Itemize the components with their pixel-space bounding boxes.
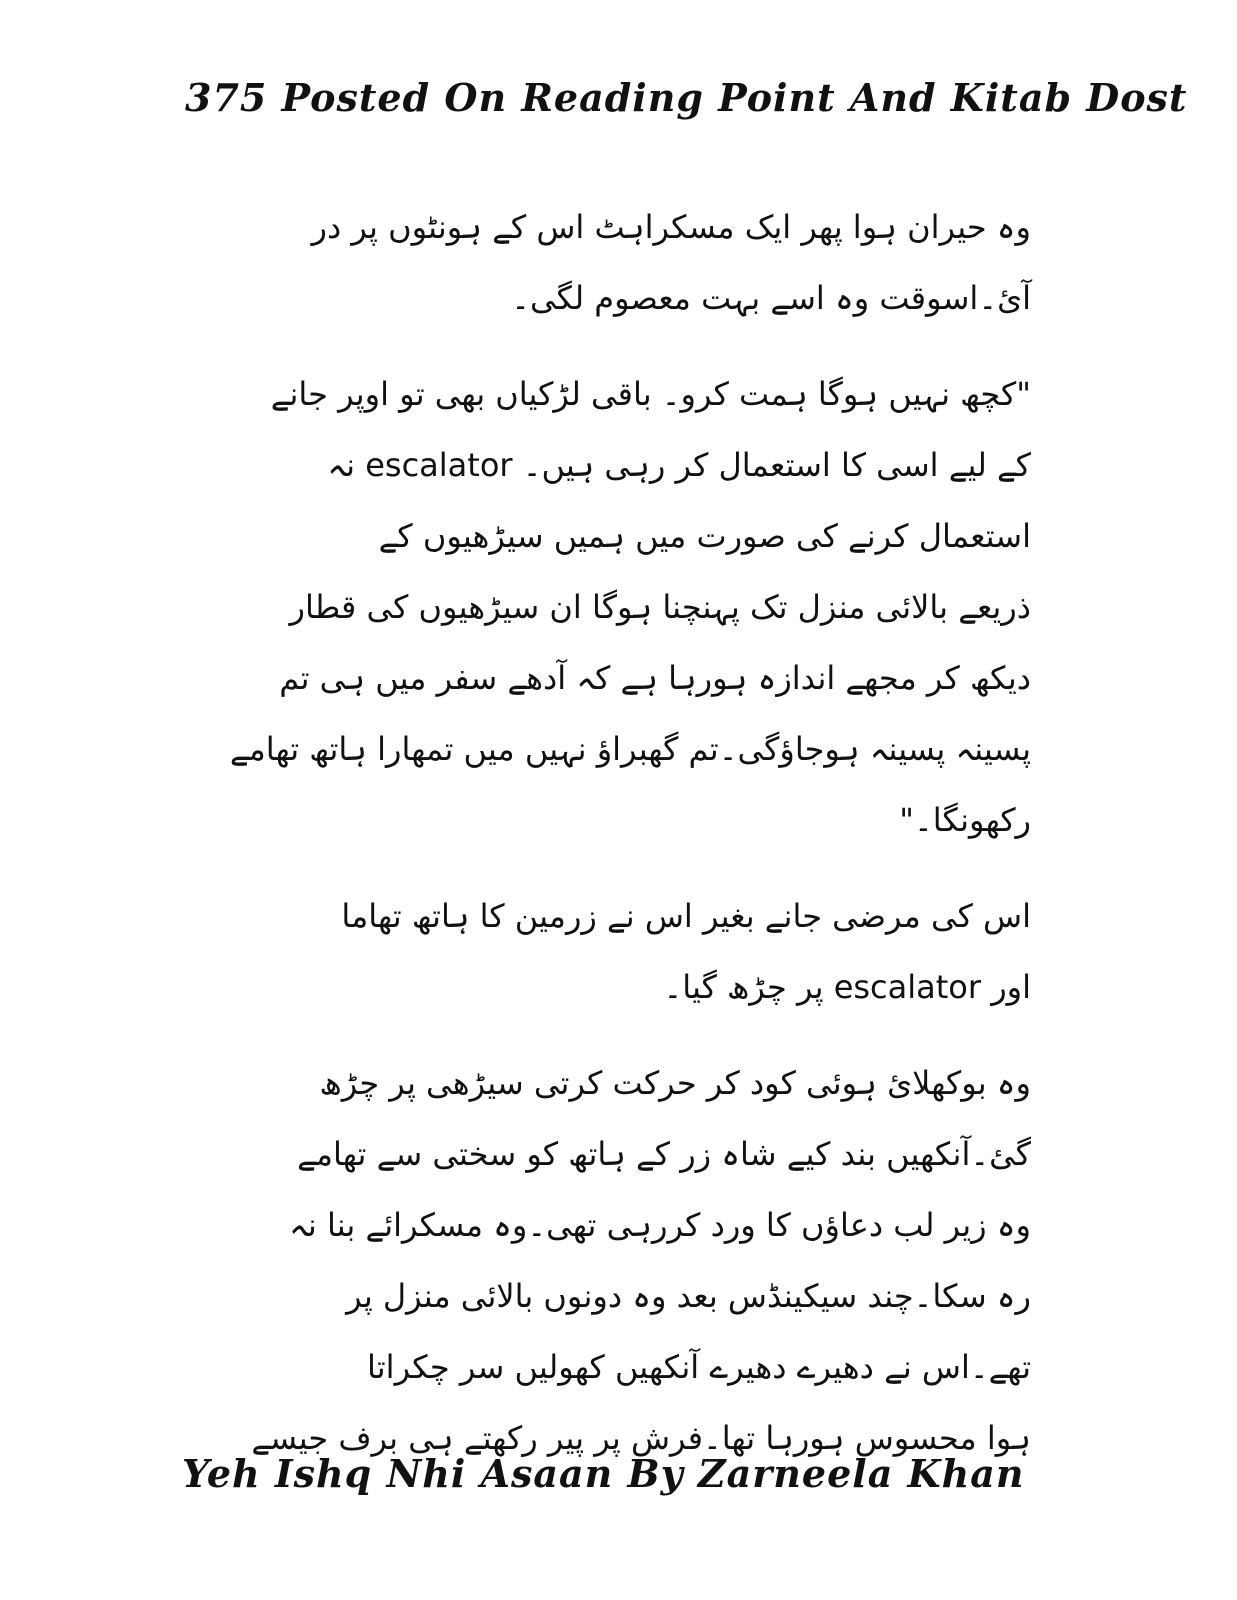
paragraph (185, 359, 1031, 856)
body-text (185, 192, 1031, 1499)
footer-title: Yeh Ishq Nhi Asaan By Zarneela Khan (182, 1451, 1025, 1496)
text-line: وہ زیر لب دعاؤں کا ورد کررہی تھی۔وہ مسکرائے بنا نہ (289, 1206, 1031, 1244)
text-line: وہ بوکھلائ ہوئی کود کر حرکت کرتی سیڑھی پر چڑھ (319, 1064, 1031, 1102)
header-title: 375 Posted On Reading Point And Kitab Dost (185, 75, 1188, 120)
text-line: اس کی مرضی جانے بغیر اس نے زرمین کا ہاتھ تھاما (341, 897, 1031, 935)
paragraph (185, 881, 1031, 1023)
text-line: پسینہ پسینہ ہوجاؤگی۔تم گھبراؤ نہیں میں تمھارا ہاتھ تھامے (229, 730, 1031, 768)
text-line: تھے۔اس نے دھیرے دھیرے آنکھیں کھولیں سر چکراتا (367, 1348, 1031, 1386)
text-line: وہ حیران ہوا پھر ایک مسکراہٹ اس کے ہونٹوں پر در (311, 208, 1031, 246)
text-line: کے لیے اسی کا استعمال کر رہی ہیں۔ escalator نہ (327, 446, 1031, 484)
text-line: ذریعے بالائی منزل تک پہنچنا ہوگا ان سیڑھیوں کی قطار (289, 588, 1031, 626)
text-line: رہ سکا۔چند سیکینڈس بعد وہ دونوں بالائی منزل پر (346, 1277, 1031, 1315)
text-line: ہوا محسوس ہورہا تھا۔فرش پر پیر رکھتے ہی برف جیسے (251, 1419, 1031, 1457)
text-line: اور escalator پر چڑھ گیا۔ (663, 968, 1031, 1006)
text-line: استعمال کرنے کی صورت میں ہمیں سیڑھیوں کے (378, 517, 1031, 555)
text-line: آئ۔اسوقت وہ اسے بہت معصوم لگی۔ (511, 279, 1031, 317)
text-line: دیکھ کر مجھے اندازہ ہورہا ہے کہ آدھے سفر میں ہی تم (279, 659, 1031, 697)
text-line: رکھونگا۔" (899, 801, 1031, 839)
text-line: "کچھ نہیں ہوگا ہمت کرو۔ باقی لڑکیاں بھی تو اوپر جانے (270, 375, 1031, 413)
paragraph (185, 1048, 1031, 1474)
paragraph (185, 192, 1031, 334)
text-line: گئ۔آنکھیں بند کیے شاہ زر کے ہاتھ کو سختی سے تھامے (297, 1135, 1031, 1173)
